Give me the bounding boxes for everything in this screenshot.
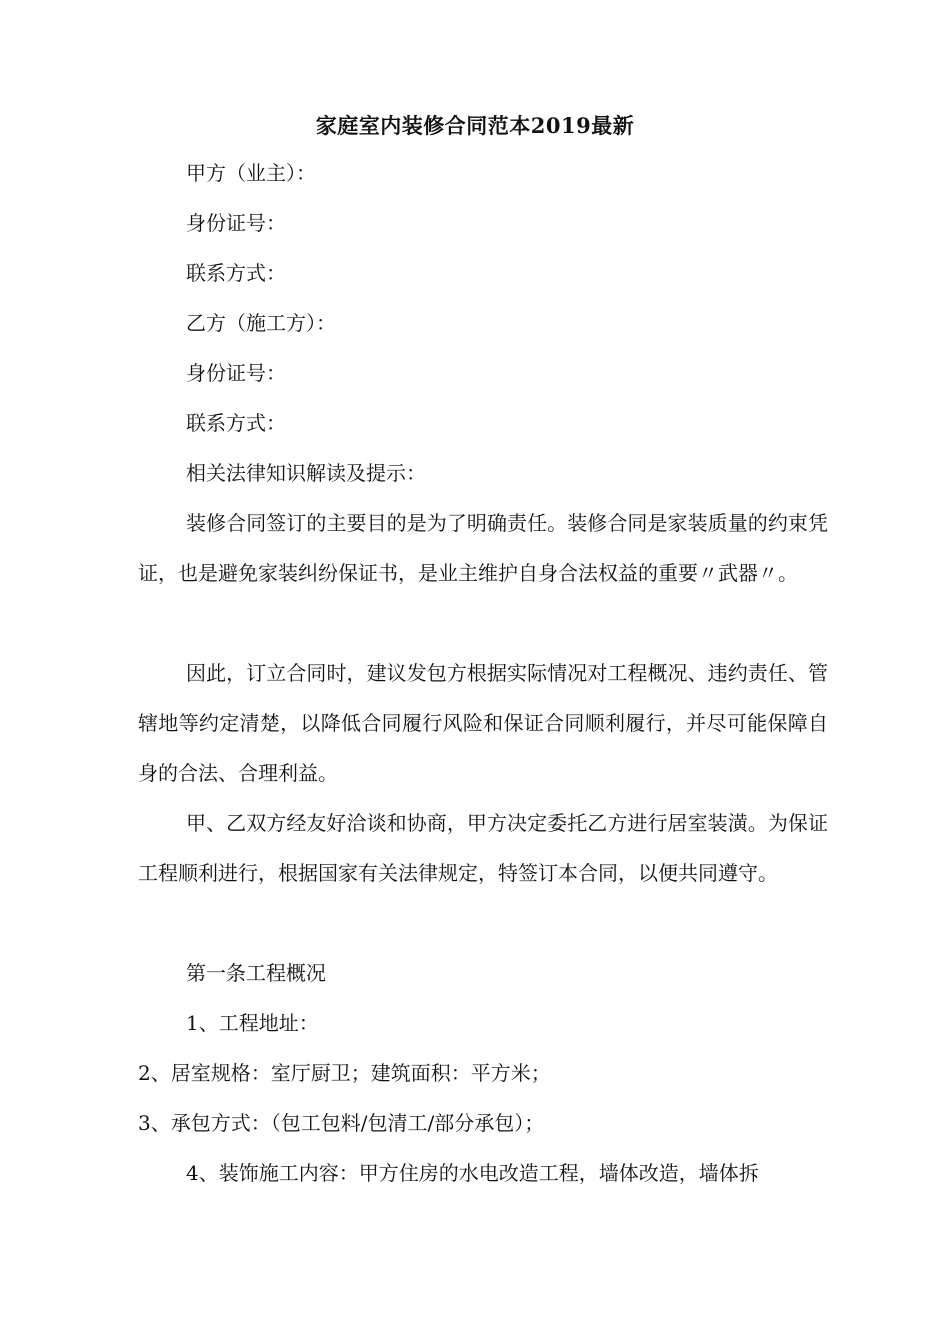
paragraph-purpose: 装修合同签订的主要目的是为了明确责任。装修合同是家装质量的约束凭证，也是避免家装纠纷保证书，是业主维护自身合法权益的重要〃武器〃。 <box>138 511 828 585</box>
party-b-contact-label: 联系方式： <box>186 411 286 435</box>
party-a-label: 甲方（业主）： <box>186 161 316 185</box>
item-2-specs: 2、居室规格：室厅厨卫；建筑面积：平方米； <box>138 1061 551 1085</box>
document-title: 家庭室内装修合同范本2019最新 <box>315 113 635 138</box>
legal-heading: 相关法律知识解读及提示： <box>186 461 426 485</box>
item-3-contract-type: 3、承包方式：（包工包料/包清工/部分承包）； <box>138 1111 545 1135</box>
item-4-construction-content: 4、装饰施工内容：甲方住房的水电改造工程，墙体改造，墙体拆 <box>186 1161 759 1185</box>
paragraph-agreement: 甲、乙双方经友好洽谈和协商，甲方决定委托乙方进行居室装潢。为保证工程顺利进行，根据国家有关法律规定，特签订本合同，以便共同遵守。 <box>138 811 828 885</box>
party-a-id-label: 身份证号： <box>186 211 286 235</box>
article-1-heading: 第一条工程概况 <box>186 961 326 985</box>
party-b-label: 乙方（施工方）： <box>186 311 336 335</box>
party-a-contact-label: 联系方式： <box>186 261 286 285</box>
party-b-id-label: 身份证号： <box>186 361 286 385</box>
paragraph-advice: 因此，订立合同时，建议发包方根据实际情况对工程概况、违约责任、管辖地等约定清楚，以降低合同履行风险和保证合同顺利履行，并尽可能保障自身的合法、合理利益。 <box>138 661 828 785</box>
item-1-address: 1、工程地址： <box>186 1011 319 1035</box>
